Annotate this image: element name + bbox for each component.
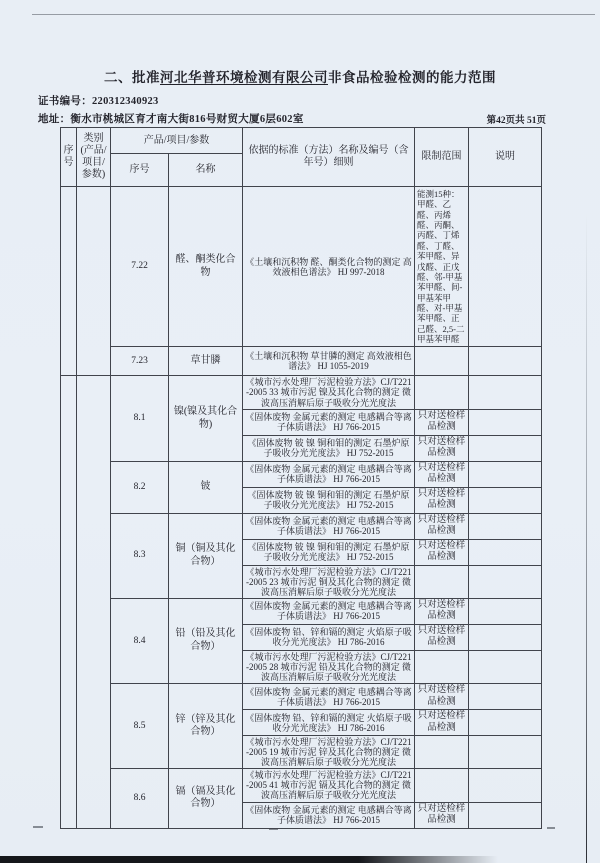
certificate-number-label: 证书编号：: [38, 96, 92, 107]
restriction-cell: 只对送检样品检测: [415, 513, 469, 539]
block-seq-cell: [61, 376, 77, 828]
capability-table-body: [61, 187, 542, 829]
note-cell: [469, 624, 542, 650]
restriction-cell: [415, 769, 469, 802]
document-title: [0, 66, 600, 86]
table-row: [61, 376, 542, 409]
item-name-cell: 铅（铅及其化合物）: [169, 598, 243, 683]
table-row: [61, 769, 542, 802]
restriction-cell: 只对送检样品检测: [415, 461, 469, 487]
table-row: [61, 684, 542, 710]
table-row: [61, 513, 542, 539]
standard-cell: 《土壤和沉积物 草甘膦的测定 高效液相色谱法》 HJ 1055-2019: [243, 347, 415, 376]
restriction-cell: [415, 565, 469, 598]
item-name-cell: 草甘膦: [169, 347, 243, 376]
capability-table-header: [61, 128, 542, 187]
standard-cell: 《城市污水处理厂污泥检验方法》CJ/T221-2005 19 城市污泥 锌及其化合物的测定 微波高压消解后原子吸收分光光度法: [243, 736, 415, 769]
title-company-name: 河北华普环境检测有限公司: [160, 70, 328, 85]
standard-cell: 《城市污水处理厂污泥检验方法》CJ/T221-2005 41 城市污泥 镉及其化合物的测定 微波高压消解后原子吸收分光光度法: [243, 769, 415, 802]
standard-cell: 《固体废物 金属元素的测定 电感耦合等离子体质谱法》 HJ 766-2015: [243, 684, 415, 710]
item-no-cell: 8.5: [111, 684, 169, 769]
standard-cell: 《固体废物 铍 镍 铜和钼的测定 石墨炉原子吸收分光光度法》 HJ 752-2015: [243, 539, 415, 565]
restriction-cell: 只对送检样品检测: [415, 624, 469, 650]
item-name-cell: 镉（镉及其化合物）: [169, 769, 243, 828]
standard-cell: 《固体废物 金属元素的测定 电感耦合等离子体质谱法》 HJ 766-2015: [243, 513, 415, 539]
table-row: [61, 347, 542, 376]
scan-speck: [547, 827, 555, 829]
certificate-number-value: 220312340923: [92, 96, 159, 107]
restriction-cell: 只对送检样品检测: [415, 684, 469, 710]
table-row: [61, 187, 542, 347]
item-name-cell: 镍(镍及其化合物): [169, 376, 243, 461]
note-cell: [469, 376, 542, 409]
note-cell: [469, 598, 542, 624]
note-cell: [469, 513, 542, 539]
item-name-cell: 醛、酮类化合物: [169, 187, 243, 347]
standard-cell: 《固体废物 铅、锌和镉的测定 火焰原子吸收分光光度法》 HJ 786-2016: [243, 710, 415, 736]
standard-cell: 《固体废物 金属元素的测定 电感耦合等离子体质谱法》 HJ 766-2015: [243, 461, 415, 487]
header-standard: 依据的标准（方法）名称及编号（含年号）细则: [243, 128, 415, 187]
item-name-cell: 锌（锌及其化合物）: [169, 684, 243, 769]
item-no-cell: 8.6: [111, 769, 169, 828]
note-cell: [469, 802, 542, 828]
standard-cell: 《固体废物 金属元素的测定 电感耦合等离子体质谱法》 HJ 766-2015: [243, 802, 415, 828]
note-cell: [469, 539, 542, 565]
note-cell: [469, 409, 542, 435]
item-no-cell: 8.1: [111, 376, 169, 461]
item-no-cell: 8.2: [111, 461, 169, 513]
address-value: 衡水市桃城区育才南大街816号财贸大厦6层602室: [70, 114, 304, 125]
scan-speck: [33, 826, 43, 828]
header-product-group: 产品/项目/参数: [111, 128, 243, 154]
header-seq: 序号: [61, 128, 77, 187]
block-category-cell: [77, 376, 111, 828]
restriction-cell: 只对送检样品检测: [415, 409, 469, 435]
header-sub-seq: 序号: [111, 154, 169, 187]
header-sub-name: 名称: [169, 154, 243, 187]
title-prefix: 二、批准: [104, 70, 160, 85]
restriction-cell: [415, 376, 469, 409]
header-category: 类别(产品/项目/参数): [77, 128, 111, 187]
standard-cell: 《固体废物 铍 镍 铜和钼的测定 石墨炉原子吸收分光光度法》 HJ 752-2015: [243, 435, 415, 461]
restriction-cell: 只对送检样品检测: [415, 487, 469, 513]
note-cell: [469, 461, 542, 487]
block-category-cell: [77, 187, 111, 376]
header-note: 说明: [469, 128, 542, 187]
standard-cell: 《城市污水处理厂污泥检验方法》CJ/T221-2005 33 城市污泥 镍及其化合物的测定 微波高压消解后原子吸收分光光度法: [243, 376, 415, 409]
table-row: [61, 598, 542, 624]
note-cell: [469, 487, 542, 513]
restriction-cell: [415, 347, 469, 376]
capability-scope-table: [60, 127, 542, 829]
item-no-cell: 8.3: [111, 513, 169, 598]
scan-artifact-right-edge-line: [586, 212, 587, 863]
restriction-cell: 只对送检样品检测: [415, 598, 469, 624]
header-restriction: 限制范围: [415, 128, 469, 187]
item-name-cell: 铜（铜及其化合物）: [169, 513, 243, 598]
standard-cell: 《固体废物 铅、锌和镉的测定 火焰原子吸收分光光度法》 HJ 786-2016: [243, 624, 415, 650]
title-suffix: 非食品检验检测的能力范围: [328, 70, 496, 85]
scan-artifact-top-line: [32, 14, 595, 15]
item-name-cell: 铍: [169, 461, 243, 513]
standard-cell: 《固体废物 金属元素的测定 电感耦合等离子体质谱法》 HJ 766-2015: [243, 409, 415, 435]
restriction-cell: 只对送检样品检测: [415, 435, 469, 461]
item-no-cell: 7.23: [111, 347, 169, 376]
note-cell: [469, 710, 542, 736]
restriction-cell: 只对送检样品检测: [415, 539, 469, 565]
note-cell: [469, 187, 542, 347]
restriction-cell: 只对送检样品检测: [415, 710, 469, 736]
restriction-cell: [415, 736, 469, 769]
page-number-marker: 第42页共 51页: [486, 116, 546, 126]
table-row: [61, 461, 542, 487]
restriction-cell: [415, 650, 469, 683]
restriction-cell: 只对送检样品检测: [415, 802, 469, 828]
note-cell: [469, 650, 542, 683]
note-cell: [469, 565, 542, 598]
note-cell: [469, 435, 542, 461]
note-cell: [469, 684, 542, 710]
block-seq-cell: [61, 187, 77, 376]
standard-cell: 《土壤和沉积物 醛、酮类化合物的测定 高效液相色谱法》 HJ 997-2018: [243, 187, 415, 347]
certificate-number-line: [38, 93, 159, 108]
standard-cell: 《城市污水处理厂污泥检验方法》CJ/T221-2005 23 城市污泥 铜及其化合物的测定 微波高压消解后原子吸收分光光度法: [243, 565, 415, 598]
note-cell: [469, 769, 542, 802]
standard-cell: 《固体废物 铍 镍 铜和钼的测定 石墨炉原子吸收分光光度法》 HJ 752-2015: [243, 487, 415, 513]
note-cell: [469, 736, 542, 769]
standard-cell: 《城市污水处理厂污泥检验方法》CJ/T221-2005 28 城市污泥 铅及其化合物的测定 微波高压消解后原子吸收分光光度法: [243, 650, 415, 683]
restriction-cell: 能测15种：甲醛、乙醛、丙烯醛、丙酮、丙醛、丁烯醛、丁醛、苯甲醛、异戊醛、正戊醛、邻-甲基苯甲醛、间-甲基苯甲醛、对-甲基苯甲醛、正己醛、2,5-二甲基苯甲醛: [415, 187, 469, 347]
item-no-cell: 7.22: [111, 187, 169, 347]
note-cell: [469, 347, 542, 376]
item-no-cell: 8.4: [111, 598, 169, 683]
standard-cell: 《固体废物 金属元素的测定 电感耦合等离子体质谱法》 HJ 766-2015: [243, 598, 415, 624]
scan-artifact-bottom-band: [0, 856, 498, 863]
address-label: 地址：: [38, 114, 71, 125]
